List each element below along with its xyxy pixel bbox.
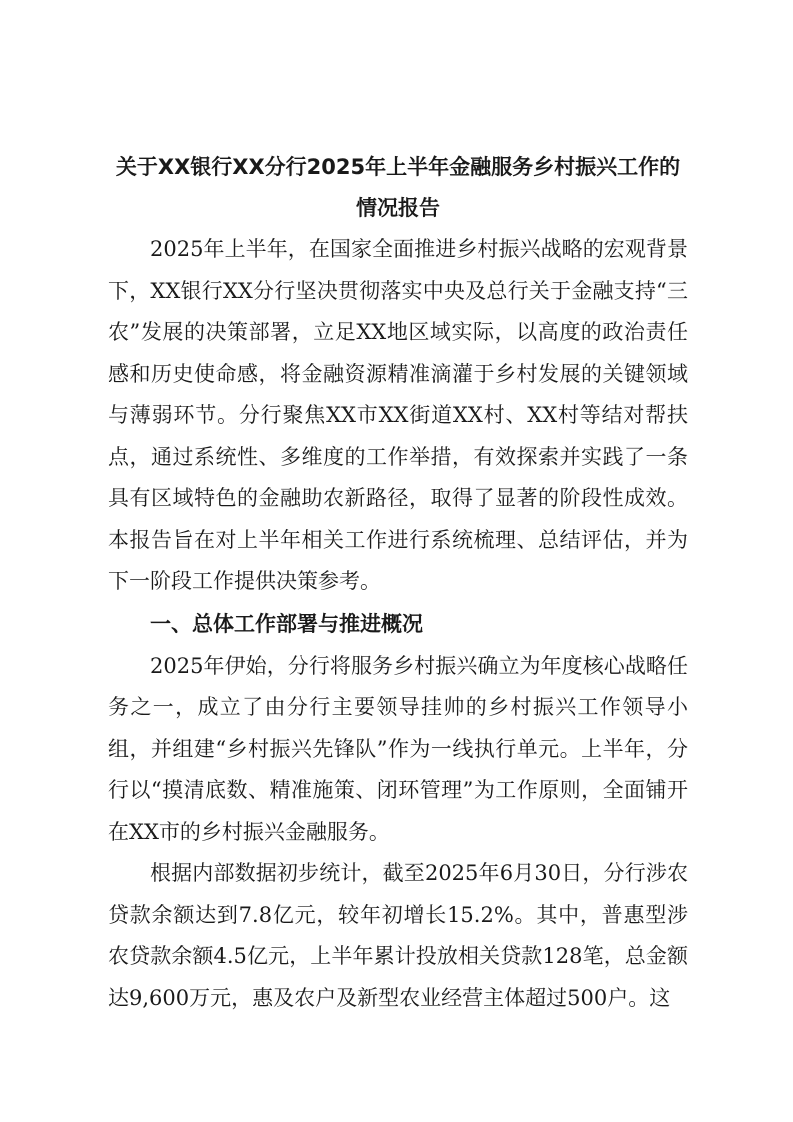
intro-paragraph: 2025年上半年，在国家全面推进乡村振兴战略的宏观背景下，XX银行XX分行坚决贯彻落实中央及总行关于金融支持“三农”发展的决策部署，立足XX地区域实际，以高度的政治责任感和历史使命感，将金融资源精准滴灌于乡村发展的关键领域与薄弱环节。分行聚焦XX市XX街道XX村、XX村等结对帮扶点，通过系统性、多维度的工作举措，有效探索并实践了一条具有区域特色的金融助农新路径，取得了显著的阶段性成效。本报告旨在对上半年相关工作进行系统梳理、总结评估，并为下一阶段工作提供决策参考。: [108, 237, 688, 593]
section-1-heading: 一、总体工作部署与推进概况: [150, 611, 423, 636]
title-line-2: 情况报告: [356, 196, 440, 220]
title-line-1: 关于XX银行XX分行2025年上半年金融服务乡村振兴工作的: [115, 155, 681, 179]
section-1-paragraph-2: 根据内部数据初步统计，截至2025年6月30日，分行涉农贷款余额达到7.8亿元，较年初增长15.2%。其中，普惠型涉农贷款余额4.5亿元，上半年累计投放相关贷款128笔，总金额达9,600万元，惠及农户及新型农业经营主体超过500户。这: [108, 861, 688, 1010]
document-title: [108, 147, 688, 229]
section-1-paragraph-1: 2025年伊始，分行将服务乡村振兴确立为年度核心战略任务之一，成立了由分行主要领导挂帅的乡村振兴工作领导小组，并组建“乡村振兴先锋队”作为一线执行单元。上半年，分行以“摸清底数、精准施策、闭环管理”为工作原则，全面铺开在XX市的乡村振兴金融服务。: [108, 653, 688, 844]
